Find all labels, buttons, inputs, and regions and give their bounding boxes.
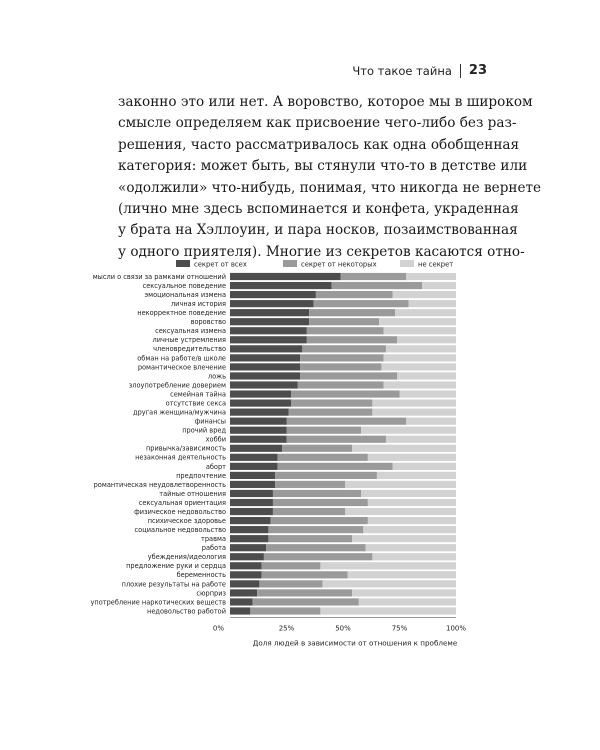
bar-segment [230, 499, 273, 506]
x-tick-label: 100% [445, 624, 467, 633]
bar-segment [230, 463, 277, 470]
bar-segment [230, 409, 289, 416]
bar-segment [314, 300, 409, 307]
bar-segment [352, 589, 456, 596]
category-label: аборт [205, 462, 226, 471]
bar-segment [230, 418, 287, 425]
bar-segment [230, 309, 309, 316]
page-number: 23 [468, 63, 487, 78]
bar-segment [230, 607, 250, 614]
bar-segment [230, 436, 287, 443]
bar-segment [372, 399, 456, 406]
bar-segment [300, 354, 384, 361]
legend-label: секрет от некоторых [301, 260, 377, 269]
category-label: сексуальная измена [155, 327, 226, 336]
bar-segment [368, 517, 456, 524]
bar-segment [372, 409, 456, 416]
category-label: социальное недовольство [134, 526, 226, 535]
bar-segment [345, 481, 456, 488]
bar-segment [406, 418, 456, 425]
bar-segment [230, 372, 300, 379]
category-label: предпочтение [176, 471, 226, 480]
legend-swatch [283, 260, 297, 267]
x-tick-label: 25% [278, 624, 295, 633]
bar-segment [359, 598, 456, 605]
category-label: незаконная деятельность [135, 453, 226, 462]
bar-segment [379, 318, 456, 325]
bar-segment [230, 336, 307, 343]
bar-segment [230, 571, 262, 578]
bar-segment [384, 327, 456, 334]
category-label: обман на работе/в школе [137, 354, 226, 363]
bar-segment [230, 526, 268, 533]
bar-segment [287, 427, 362, 434]
bar-segment [230, 472, 275, 479]
bar-segment [282, 445, 352, 452]
body-line: законно это или нет. А воровство, которое мы в широком [118, 94, 533, 110]
body-line: «одолжили» что-нибудь, понимая, что никогда не вернете [118, 179, 542, 196]
bar-segment [302, 345, 386, 352]
bar-segment [230, 490, 273, 497]
category-label: тайные отношения [159, 489, 226, 498]
bar-segment [271, 517, 368, 524]
bar-segment [291, 399, 372, 406]
bar-segment [332, 282, 422, 289]
bar-segment [230, 381, 298, 388]
bar-segment [361, 427, 456, 434]
bar-segment [230, 544, 266, 551]
category-label: романтическая неудовлетворенность [93, 480, 226, 489]
category-label: убеждения/идеология [147, 553, 226, 562]
bar-segment [275, 472, 377, 479]
bar-segment [230, 291, 316, 298]
bar-segment [320, 562, 456, 569]
bar-segment [397, 372, 456, 379]
bar-segment [363, 526, 456, 533]
category-label: употребление наркотических веществ [90, 598, 226, 607]
category-label: злоупотребление доверием [128, 381, 226, 390]
legend-label: секрет от всех [194, 260, 247, 269]
bar-segment [287, 418, 407, 425]
bar-segment [287, 436, 386, 443]
bar-segment [366, 544, 456, 551]
body-line: решения, часто рассматривалось как одна обобщенная [118, 136, 520, 153]
bar-segment [230, 481, 275, 488]
bar-segment [309, 309, 395, 316]
bar-segment [230, 508, 273, 515]
bar-segment [368, 454, 456, 461]
bar-segment [307, 336, 397, 343]
bar-segment [230, 535, 268, 542]
bar-segment [277, 454, 367, 461]
bar-segment [377, 472, 456, 479]
category-label: романтическое влечение [137, 363, 226, 372]
running-title: Что такое тайна [352, 63, 452, 78]
bar-segment [230, 517, 271, 524]
bar-segment [230, 598, 253, 605]
bar-segment [307, 327, 384, 334]
bar-segment [316, 291, 393, 298]
bar-segment [230, 363, 300, 370]
category-label: мысли о связи за рамками отношений [92, 272, 226, 281]
bar-segment [230, 300, 314, 307]
legend-swatch [176, 260, 190, 267]
category-label: недовольство работой [147, 607, 226, 616]
bar-segment [393, 291, 456, 298]
bar-segment [422, 282, 456, 289]
bar-segment [268, 526, 363, 533]
bar-segment [230, 553, 264, 560]
category-label: физическое недовольство [134, 507, 226, 516]
category-label: другая женщина/мужчина [133, 408, 226, 417]
bar-segment [395, 309, 456, 316]
bar-segment [257, 589, 352, 596]
category-label: сексуальное поведение [142, 281, 226, 290]
bar-segment [253, 598, 359, 605]
bar-segment [273, 499, 368, 506]
category-label: беременность [176, 571, 226, 580]
bar-segment [352, 445, 456, 452]
bar-segment [230, 562, 262, 569]
bar-segment [361, 490, 456, 497]
bar-segment [386, 436, 456, 443]
bar-segment [309, 318, 379, 325]
bar-segment [230, 580, 259, 587]
x-axis-title: Доля людей в зависимости от отношения к проблеме [252, 638, 458, 648]
bar-segment [230, 345, 302, 352]
category-label: личные устремления [152, 336, 226, 345]
body-line: смысле определяем как присвоение чего-либо без раз- [118, 115, 517, 132]
category-label: травма [201, 535, 226, 544]
bar-segment [262, 562, 321, 569]
bar-segment [230, 454, 277, 461]
bar-segment [230, 445, 282, 452]
category-label: психическое здоровье [147, 517, 226, 525]
bar-segment [250, 607, 320, 614]
legend-label: не секрет [418, 260, 454, 269]
bar-segment [397, 336, 456, 343]
bar-segment [381, 363, 456, 370]
bar-segment [262, 571, 348, 578]
bar-segment [406, 273, 456, 280]
bar-segment [230, 390, 291, 397]
category-label: сюрприз [196, 589, 226, 598]
legend-swatch [400, 260, 414, 267]
bar-segment [384, 381, 456, 388]
bar-segment [352, 535, 456, 542]
bar-segment [345, 508, 456, 515]
category-label: ложь [207, 372, 226, 381]
category-label: эмоциональная измена [144, 291, 226, 299]
category-label: сексуальная ориентация [138, 498, 226, 507]
bar-segment [372, 553, 456, 560]
body-line: категория: может быть, вы стянули что-то в детстве или [118, 158, 528, 175]
bar-segment [348, 571, 456, 578]
bar-segment [323, 580, 456, 587]
category-label: семейная тайна [170, 390, 226, 399]
category-label: воровство [190, 318, 226, 327]
bar-segment [320, 607, 456, 614]
category-label: привычка/зависимость [145, 444, 226, 453]
category-label: прочий вред [182, 426, 226, 435]
bar-segment [368, 499, 456, 506]
bar-segment [400, 390, 457, 397]
bar-segment [300, 372, 397, 379]
body-line: у одного приятеля). Многие из секретов касаются отно- [118, 243, 525, 260]
bar-segment [266, 544, 365, 551]
bar-segment [230, 327, 307, 334]
category-label: личная история [170, 300, 226, 309]
bar-segment [273, 490, 361, 497]
bar-segment [291, 390, 399, 397]
x-tick-label: 0% [212, 624, 224, 633]
bar-segment [275, 481, 345, 488]
body-line: у брата на Хэллоуин, и пара носков, позаимствованная [118, 222, 518, 239]
bar-segment [341, 273, 407, 280]
bar-segment [393, 463, 456, 470]
category-label: отсутствие секса [165, 399, 226, 408]
bar-segment [289, 409, 373, 416]
category-label: предложение руки и сердца [126, 562, 226, 571]
bar-segment [386, 345, 456, 352]
category-label: членовредительство [153, 345, 226, 354]
bar-segment [230, 282, 332, 289]
bar-segment [230, 318, 309, 325]
bar-segment [264, 553, 372, 560]
x-tick-label: 50% [335, 624, 351, 633]
bar-segment [298, 381, 384, 388]
bar-segment [230, 354, 300, 361]
category-label: плохие результаты на работе [121, 580, 226, 589]
category-label: некорректное поведение [137, 309, 226, 318]
bar-segment [230, 273, 341, 280]
category-label: работа [201, 544, 226, 553]
bar-segment [268, 535, 352, 542]
x-tick-label: 75% [391, 624, 408, 633]
category-label: финансы [194, 417, 226, 426]
bar-segment [384, 354, 456, 361]
bar-segment [277, 463, 392, 470]
bar-segment [273, 508, 345, 515]
bar-segment [230, 589, 257, 596]
bar-segment [259, 580, 322, 587]
bar-segment [409, 300, 456, 307]
bar-segment [230, 427, 287, 434]
bar-segment [300, 363, 381, 370]
category-label: хобби [205, 435, 226, 444]
bar-segment [230, 399, 291, 406]
body-line: (лично мне здесь вспоминается и конфета, украденная [118, 201, 519, 218]
